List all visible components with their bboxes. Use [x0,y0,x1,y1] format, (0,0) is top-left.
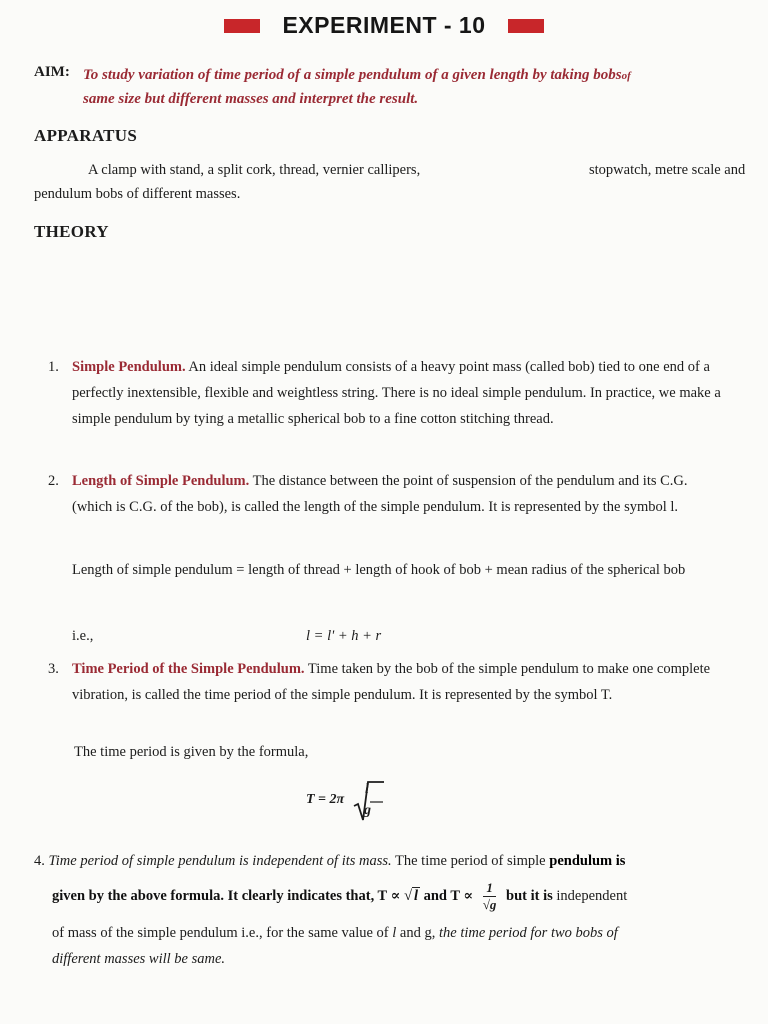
line2-d: independent [552,888,628,904]
item-number: 3. [48,661,59,677]
apparatus-heading: APPARATUS [34,126,138,145]
item-text-b: pendulum is [549,853,626,869]
apparatus-line-1-right: stopwatch, metre scale and [589,162,746,178]
item-number: 2. [48,473,59,489]
apparatus-line-2: pendulum bobs of different masses. [34,186,241,202]
inverse-sqrt-g: $\frac{1}{√g}$ [482,880,497,913]
aim-label: AIM: [34,64,70,80]
line2-c: but it is [502,888,553,904]
item-text: An ideal simple pendulum consists of a heavy point mass (called bob) tied to one end of a perfectly inextensible, flexible and weightless string. There is no ideal simple pendulum. In practice, we make a simple pendulum by tying a metallic spherical bob to a fine cotton stitching thread. [72,359,721,427]
length-formula: l = l' + h + r [306,628,382,644]
aim-text [83,64,767,111]
theory-item-2 [48,468,728,520]
line4: different masses will be same. [52,951,226,967]
item-number: 1. [48,359,59,375]
length-formula-text: Length of simple pendulum = length of thread + length of hook of bob + mean radius of the spherical bob [72,562,686,578]
line2-b: and T ∝ [419,888,477,904]
apparatus-line-1-left: A clamp with stand, a split cork, thread, vernier callipers, [88,162,421,178]
item-title: Length of Simple Pendulum. [72,473,250,489]
formula-numerator: l [365,782,369,797]
aim-line-1: To study variation of time period of a simple pendulum of a given length by taking bobs [83,67,622,83]
theory-item-4: 4. Time period of simple pendulum is independent of its mass. The time period of simple pendulum is given by the above formula. It clearly indicates that, T ∝ √ l and T ∝ $\frac{1}{√g}$ but it is independent of mass of the simple pendulum i.e., for the same value of l and g, the time period for two bobs of different masses will be same. [34,846,754,972]
aim-line-2: same size but different masses and interpret the result. [83,91,419,107]
item-text: Time taken by the bob of the simple pendulum to make one complete vibration, is called the time period of the simple pendulum. It is represented by the symbol T. [72,661,711,703]
item-number: 4. [34,853,45,869]
line3-b: and g, [396,925,439,941]
item-text-a: The time period of simple [391,853,550,869]
item-title: Simple Pendulum. [72,359,186,375]
formula-intro: The time period is given by the formula, [74,744,309,760]
title-row [0,12,768,39]
time-period-formula [298,780,418,824]
theory-heading: THEORY [34,222,109,241]
theory-item-1 [48,354,724,432]
ie-label: i.e., [72,628,94,644]
line3-a: of mass of the simple pendulum i.e., for the same value of [52,925,393,941]
aim-line-1-end: of [621,70,631,82]
title-decor-left [224,19,260,33]
theory-item-3 [48,656,728,708]
line2-a: given by the above formula. It clearly indicates that, T ∝ [52,888,404,904]
page-title: EXPERIMENT - 10 [282,12,486,38]
formula-denominator: g [364,803,371,818]
sqrt-l: √ l [403,888,418,904]
item-text: The distance between the point of suspension of the pendulum and its C.G. (which is C.G. of the bob), is called the length of the simple pendulum. It is represented by the symbol l. [72,473,688,515]
formula-lhs: T = 2π [306,792,345,807]
item-title: Time period of simple pendulum is independent of its mass. [48,853,392,869]
apparatus-text [34,158,754,206]
item-title: Time Period of the Simple Pendulum. [72,661,305,677]
title-decor-right [508,19,544,33]
line3-c: the time period for two bobs of [438,925,618,941]
